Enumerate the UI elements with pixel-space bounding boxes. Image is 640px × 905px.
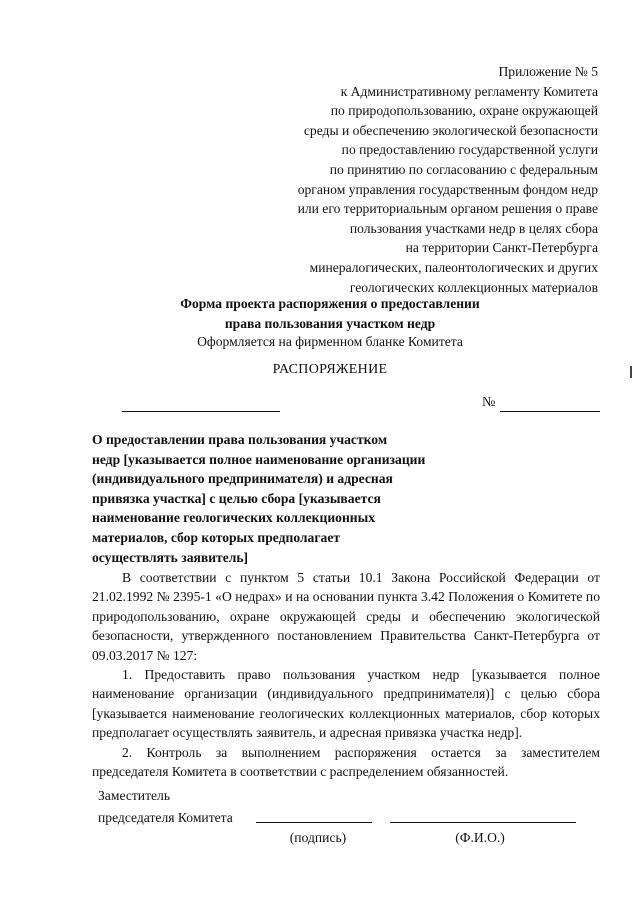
appendix-line: пользования участками недр в целях сбора [349,220,598,236]
subject-line: материалов, сбор которых предполагает [92,529,341,545]
appendix-line: к Административному регламенту Комитета [340,83,598,99]
form-title-line: права пользования участком недр [224,316,436,331]
date-blank-line [122,411,280,412]
appendix-line: по предоставлению государственной услуги [341,142,598,158]
subject-line: О предоставлении права пользования участком [92,432,388,447]
signer-position-line: председателя Комитета [98,810,233,825]
appendix-line: по природопользованию, охране окружающей [330,103,598,119]
signature-blank-line [256,822,372,823]
appendix-line: среды и обеспечению экологической безопасности [303,122,598,138]
document-heading: РАСПОРЯЖЕНИЕ [272,362,388,377]
subject-line: (индивидуального предпринимателя) и адресная [92,471,393,487]
signer-position [98,785,233,829]
appendix-line: геологических коллекционных материалов [349,279,598,295]
preamble-paragraph: В соответствии с пунктом 5 статьи 10.1 Закона Российской Федерации от 21.02.1992 № 2395-1 «О недрах» и на основании пункта 3.42 Положения о Комитете по природопользованию, охране окружающей среды и обеспечению экологической безопасности, утвержденного постановлением Правительства Санкт-Петербурга от 09.03.2017 № 127: [92,570,600,663]
number-blank-line [500,411,600,412]
subject-block [92,430,472,567]
name-caption: (Ф.И.О.) [455,830,505,845]
appendix-line: по принятию по согласованию с федеральным [329,161,598,177]
subject-line: наименование геологических коллекционных [92,510,376,526]
form-title [120,294,540,334]
scan-edge-mark [630,366,632,378]
item-2-paragraph: 2. Контроль за выполнением распоряжения остается за заместителем председателя Комитета в соответствии с распределением обязанностей. [92,744,600,780]
item-1-paragraph: 1. Предоставить право пользования участком недр [указывается полное наименование организации (индивидуального предпринимателя)] с целью сбора [указывается наименование геологических коллекционных материалов, сбор которых предполагает осуществлять заявитель, и адресная привязка участка недр]. [92,667,600,741]
body-text [92,568,600,781]
subject-line: осуществлять заявитель] [92,549,249,565]
form-title-line: Форма проекта распоряжения о предоставлении [180,296,480,311]
document-number-label: № [482,395,496,410]
appendix-line: Приложение № 5 [498,64,598,79]
appendix-line: на территории Санкт-Петербурга [405,240,598,256]
signer-position-line: Заместитель [98,788,171,803]
subject-line: недр [указывается полное наименование организации [92,451,426,467]
name-blank-line [390,822,576,823]
appendix-header [178,62,598,297]
form-note: Оформляется на фирменном бланке Комитета [197,334,463,349]
appendix-line: или его территориальным органом решения о праве [297,201,598,217]
appendix-line: минералогических, палеонтологических и других [309,259,598,275]
appendix-line: органом управления государственным фондом недр [297,181,598,197]
subject-line: привязка участка] с целью сбора [указывается [92,490,381,506]
signature-caption: (подпись) [289,830,347,845]
